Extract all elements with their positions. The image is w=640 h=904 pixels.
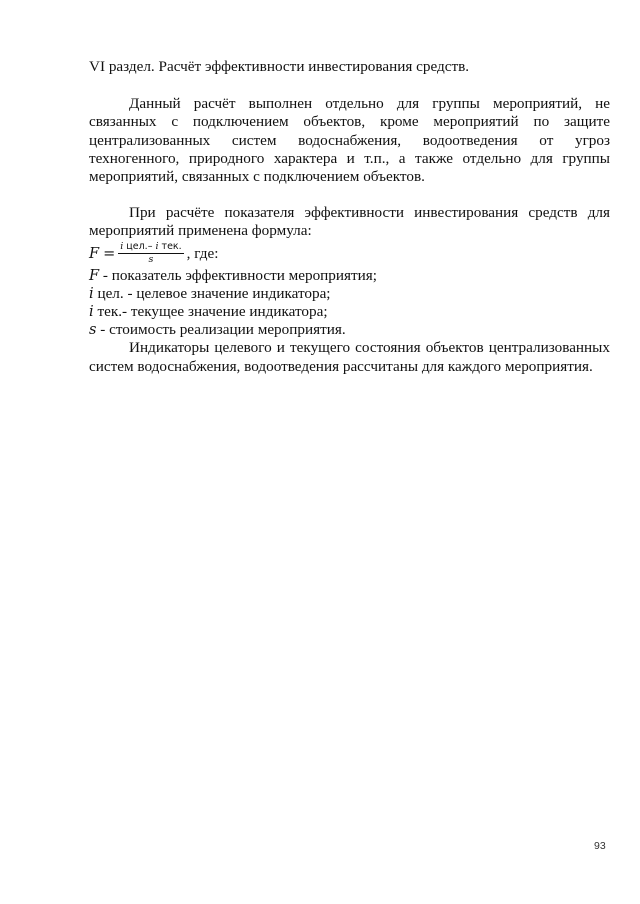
numerator-text-target: цел.– bbox=[123, 241, 156, 253]
formula-lhs: F bbox=[89, 245, 100, 262]
formula-suffix: , где: bbox=[186, 244, 219, 262]
definition-text: - стоимость реализации мероприятия. bbox=[96, 321, 346, 339]
numerator-var-current: i bbox=[155, 241, 159, 253]
definition-symbol: F bbox=[89, 267, 100, 284]
formula bbox=[89, 241, 610, 267]
formula-equals: = bbox=[103, 245, 116, 262]
paragraph-formula-intro: При расчёте показателя эффективности инвестирования средств для мероприятий применена формула: bbox=[89, 204, 610, 240]
definition-text: тек.- текущее значение индикатора; bbox=[93, 303, 328, 321]
formula-fraction bbox=[118, 241, 183, 266]
definition-symbol: i bbox=[89, 285, 94, 302]
section-heading: VI раздел. Расчёт эффективности инвестирования средств. bbox=[89, 58, 470, 75]
numerator-text-current: тек. bbox=[158, 241, 182, 253]
definition-line bbox=[89, 285, 610, 303]
definition-symbol: s bbox=[89, 322, 97, 339]
denominator-var: s bbox=[148, 254, 154, 266]
definition-line bbox=[89, 303, 610, 321]
definition-text: - показатель эффективности мероприятия; bbox=[99, 266, 377, 284]
document-body bbox=[89, 58, 610, 376]
definition-line bbox=[89, 321, 610, 339]
page-number: 93 bbox=[594, 840, 606, 852]
formula-numerator bbox=[118, 241, 183, 254]
definition-symbol: i bbox=[89, 304, 94, 321]
paragraph-calculation-scope: Данный расчёт выполнен отдельно для группы мероприятий, не связанных с подключением объектов, кроме мероприятий по защите централизованных систем водоснабжения, водоотведения от угроз техногенного, природного характера и т.п., а также отдельно для группы мероприятий, связанных с подключением объектов. bbox=[89, 95, 610, 186]
numerator-var-target: i bbox=[120, 241, 124, 253]
formula-denominator bbox=[149, 254, 154, 266]
definition-text: цел. - целевое значение индикатора; bbox=[93, 284, 331, 302]
definition-line bbox=[89, 267, 610, 285]
paragraph-indicators: Индикаторы целевого и текущего состояния объектов централизованных систем водоснабжения, водоотведения рассчитаны для каждого мероприятия. bbox=[89, 339, 610, 375]
